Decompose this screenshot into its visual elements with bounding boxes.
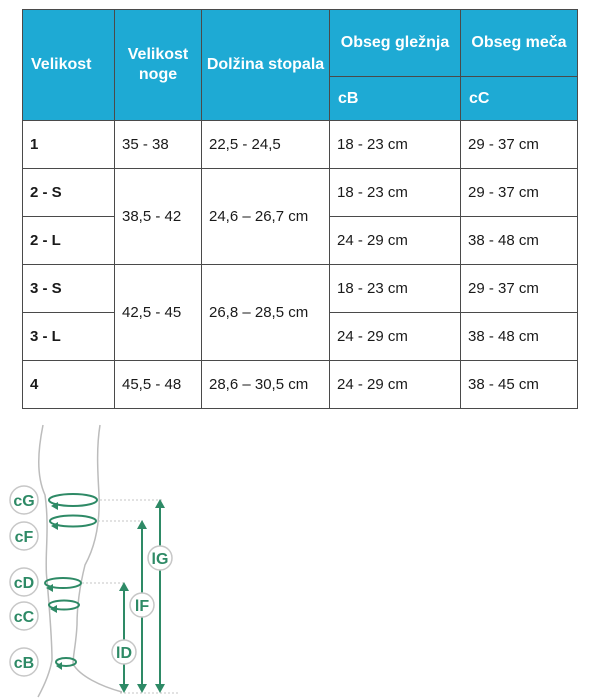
cell-shoe-size: 35 - 38 [115, 121, 202, 169]
cell-size: 3 - L [23, 313, 115, 361]
cell-ankle: 24 - 29 cm [330, 361, 461, 409]
header-foot-length: Dolžina stopala [202, 10, 330, 121]
cell-calf: 29 - 37 cm [461, 169, 578, 217]
table-row [23, 361, 578, 409]
leg-measurement-diagram [0, 420, 600, 700]
cell-calf: 38 - 48 cm [461, 313, 578, 361]
cell-size: 1 [23, 121, 115, 169]
cell-size: 2 - L [23, 217, 115, 265]
header-size: Velikost [23, 10, 115, 121]
cell-foot-length: 26,8 – 28,5 cm [202, 265, 330, 361]
cell-shoe-size: 42,5 - 45 [115, 265, 202, 361]
table-row [23, 265, 578, 313]
label-cg: cG [13, 493, 35, 510]
header-calf-circumference: Obseg meča [461, 10, 578, 77]
cell-ankle: 18 - 23 cm [330, 265, 461, 313]
label-cd: cD [13, 575, 35, 592]
leg-outline [38, 425, 52, 697]
table-row [23, 169, 578, 217]
label-lg: lG [151, 551, 169, 568]
cell-foot-length: 24,6 – 26,7 cm [202, 169, 330, 265]
table-row [23, 121, 578, 169]
cell-ankle: 18 - 23 cm [330, 121, 461, 169]
label-cb: cB [13, 655, 35, 672]
cell-shoe-size: 45,5 - 48 [115, 361, 202, 409]
cell-size: 3 - S [23, 265, 115, 313]
label-cf: cF [14, 529, 34, 546]
cell-foot-length: 22,5 - 24,5 [202, 121, 330, 169]
cell-foot-length: 28,6 – 30,5 cm [202, 361, 330, 409]
cell-calf: 38 - 48 cm [461, 217, 578, 265]
cell-size: 2 - S [23, 169, 115, 217]
label-ld: lD [116, 645, 132, 662]
cell-calf: 29 - 37 cm [461, 265, 578, 313]
cell-calf: 38 - 45 cm [461, 361, 578, 409]
cell-size: 4 [23, 361, 115, 409]
cell-ankle: 18 - 23 cm [330, 169, 461, 217]
label-lf: lF [134, 598, 150, 615]
header-ankle-circumference: Obseg gležnja [330, 10, 461, 77]
header-shoe-size: Velikost noge [115, 10, 202, 121]
cell-ankle: 24 - 29 cm [330, 217, 461, 265]
cell-shoe-size: 38,5 - 42 [115, 169, 202, 265]
label-cc: cC [13, 609, 35, 626]
cell-calf: 29 - 37 cm [461, 121, 578, 169]
header-calf-code: cC [461, 77, 578, 121]
size-table [22, 9, 578, 409]
cell-ankle: 24 - 29 cm [330, 313, 461, 361]
header-ankle-code: cB [330, 77, 461, 121]
